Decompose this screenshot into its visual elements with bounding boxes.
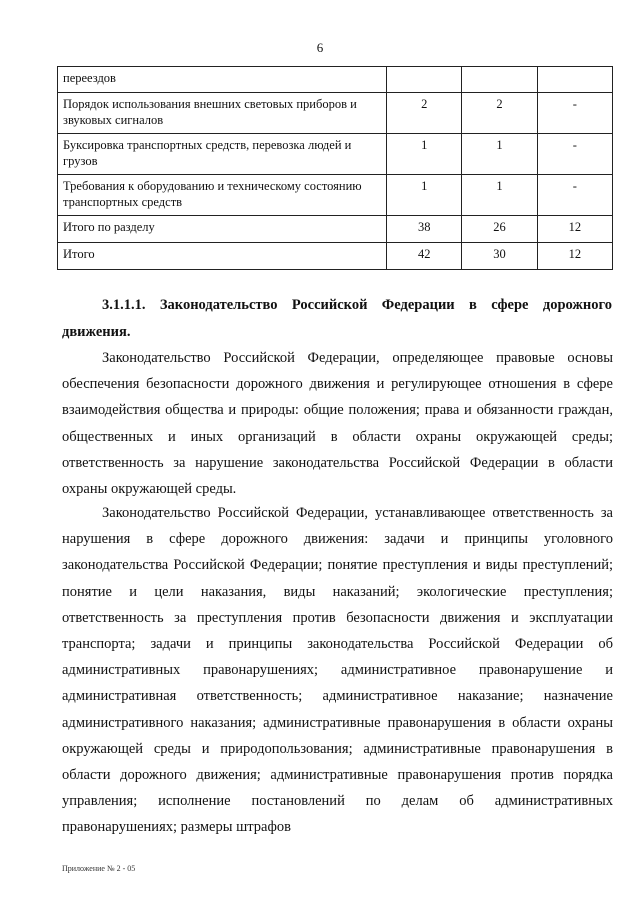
hours-total-cell: 42 [387,243,462,270]
hours-table [57,66,613,270]
topic-cell: переездов [58,67,387,93]
section-heading: 3.1.1.1. Законодательство Российской Федерации в сфере дорожного движения. [62,297,612,340]
hours-theory-cell: 1 [462,175,537,216]
hours-practice-cell: - [537,93,612,134]
hours-theory-cell: 26 [462,216,537,243]
footer-note: Приложение № 2 - 05 [62,864,136,873]
hours-total-cell: 2 [387,93,462,134]
hours-total-cell [387,67,462,93]
topic-cell: Итого по разделу [58,216,387,243]
hours-total-cell: 1 [387,175,462,216]
hours-practice-cell: 12 [537,216,612,243]
hours-practice-cell [537,67,612,93]
body-paragraph: Законодательство Российской Федерации, устанавливающее ответственность за нарушения в сфере дорожного движения: задачи и принципы уголовного законодательства Российской Федерации; понятие преступления и виды преступлений; понятие и цели наказания, виды наказаний; экологические преступления; ответственность за преступления против безопасности движения и эксплуатации транспорта; задачи и принципы законодательства Российской Федерации об административных правонарушениях; административное правонарушение и административная ответственность; административное наказание; назначение административного наказания; административные правонарушения в области охраны окружающей среды и природопользования; административные правонарушения в области дорожного движения; административные правонарушения против порядка управления; исполнение постановлений по делам об административных правонарушениях; размеры штрафов [62,505,613,836]
topic-cell: Требования к оборудованию и техническому состоянию транспортных средств [58,175,387,216]
table-row [58,93,613,134]
hours-practice-cell: - [537,134,612,175]
body-paragraph: Законодательство Российской Федерации, определяющее правовые основы обеспечения безопасности дорожного движения и регулирующее отношения в сфере взаимодействия общества и природы: общие положения; права и обязанности граждан, общественных и иных организаций в области охраны окружающей среды; ответственность за нарушение законодательства Российской Федерации в области охраны окружающей среды. [62,350,613,498]
hours-total-cell: 1 [387,134,462,175]
hours-theory-cell [462,67,537,93]
table-row [58,67,613,93]
hours-practice-cell: - [537,175,612,216]
page-number: 6 [316,40,324,55]
hours-total-cell: 38 [387,216,462,243]
hours-theory-cell: 30 [462,243,537,270]
hours-practice-cell: 12 [537,243,612,270]
table-row [58,216,613,243]
table-row [58,175,613,216]
hours-theory-cell: 1 [462,134,537,175]
table-row [58,134,613,175]
table-row [58,243,613,270]
topic-cell: Порядок использования внешних световых приборов и звуковых сигналов [58,93,387,134]
hours-theory-cell: 2 [462,93,537,134]
topic-cell: Итого [58,243,387,270]
topic-cell: Буксировка транспортных средств, перевозка людей и грузов [58,134,387,175]
